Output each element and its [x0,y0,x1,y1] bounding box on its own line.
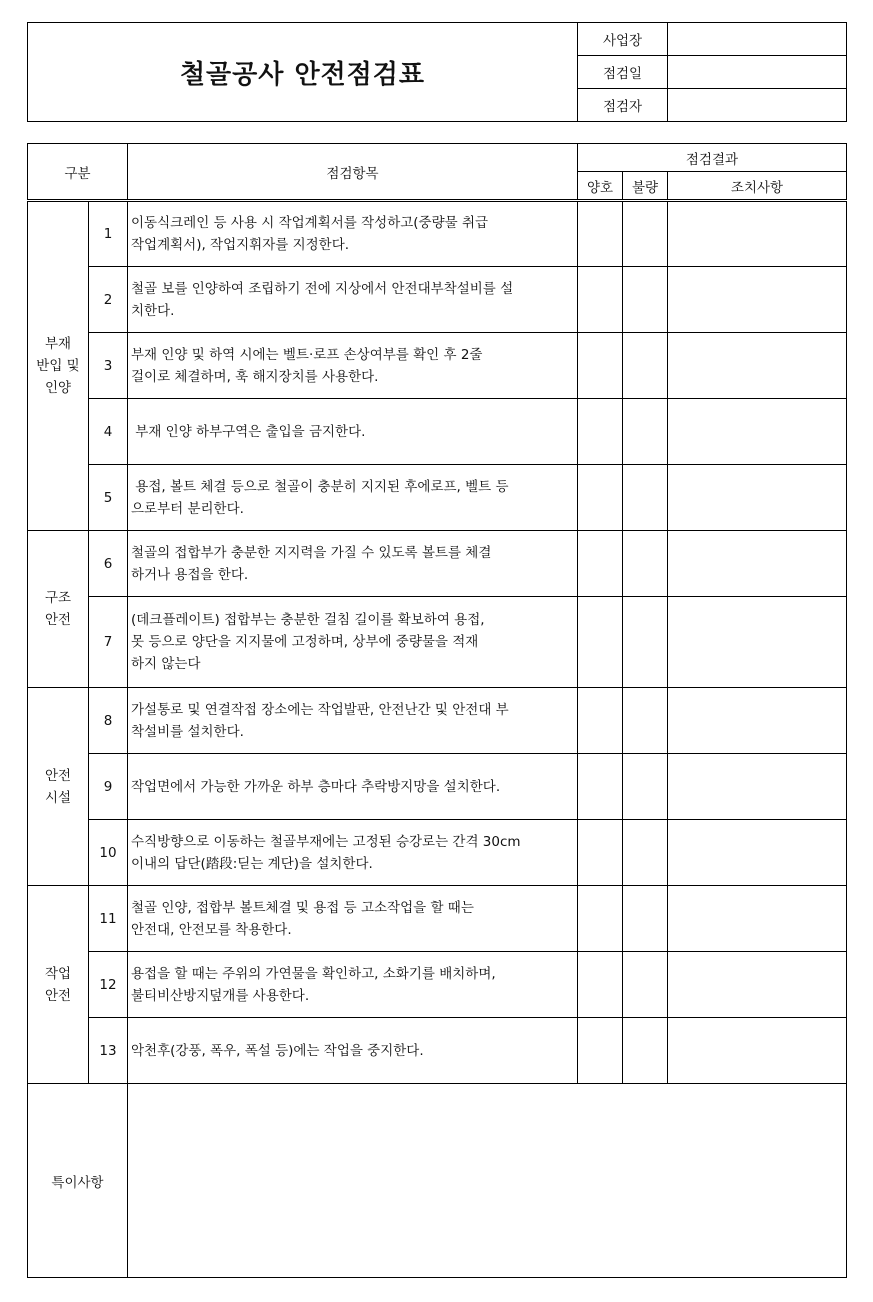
good-cell[interactable] [578,399,623,465]
bad-header: 불량 [623,172,668,201]
page-title: 철골공사 안전점검표 [28,23,578,122]
bad-cell[interactable] [623,465,668,531]
item-text: 이동식크레인 등 사용 시 작업계획서를 작성하고(중량물 취급 작업계획서), 작업지휘자를 지정한다. [128,201,578,267]
category-cell: 작업 안전 [28,886,89,1084]
good-cell[interactable] [578,952,623,1018]
action-cell[interactable] [668,1018,847,1084]
result-header: 점검결과 [578,144,847,172]
table-row [28,531,847,597]
item-number: 2 [89,267,128,333]
good-cell[interactable] [578,531,623,597]
action-cell[interactable] [668,333,847,399]
inspector-field[interactable] [668,89,847,122]
item-text: 악천후(강풍, 폭우, 폭설 등)에는 작업을 중지한다. [128,1018,578,1084]
checklist-table [27,143,847,1278]
item-number: 6 [89,531,128,597]
action-cell[interactable] [668,952,847,1018]
table-row [28,952,847,1018]
action-cell[interactable] [668,820,847,886]
item-number: 7 [89,597,128,688]
remarks-row [28,1084,847,1278]
site-field[interactable] [668,23,847,56]
category-cell: 안전 시설 [28,688,89,886]
action-cell[interactable] [668,399,847,465]
table-row [28,201,847,267]
item-text: (데크플레이트) 접합부는 충분한 걸침 길이를 확보하여 용접, 못 등으로 양단을 지지물에 고정하며, 상부에 중량물을 적재 하지 않는다 [128,597,578,688]
item-number: 8 [89,688,128,754]
bad-cell[interactable] [623,820,668,886]
item-text: 작업면에서 가능한 가까운 하부 층마다 추락방지망을 설치한다. [128,754,578,820]
bad-cell[interactable] [623,333,668,399]
good-cell[interactable] [578,820,623,886]
bad-cell[interactable] [623,597,668,688]
good-cell[interactable] [578,886,623,952]
good-cell[interactable] [578,465,623,531]
item-text: 철골의 접합부가 충분한 지지력을 가질 수 있도록 볼트를 체결 하거나 용접을 한다. [128,531,578,597]
category-header: 구분 [28,144,128,201]
site-label: 사업장 [578,23,668,56]
item-text: 부재 인양 하부구역은 출입을 금지한다. [128,399,578,465]
item-text: 용접을 할 때는 주위의 가연물을 확인하고, 소화기를 배치하며, 불티비산방지덮개를 사용한다. [128,952,578,1018]
table-row [28,399,847,465]
date-label: 점검일 [578,56,668,89]
good-cell[interactable] [578,688,623,754]
action-cell[interactable] [668,531,847,597]
bad-cell[interactable] [623,267,668,333]
good-cell[interactable] [578,754,623,820]
table-row [28,820,847,886]
table-row [28,267,847,333]
table-row [28,1018,847,1084]
remarks-field[interactable] [128,1084,847,1278]
item-text: 가설통로 및 연결작접 장소에는 작업발판, 안전난간 및 안전대 부 착설비를 설치한다. [128,688,578,754]
item-number: 3 [89,333,128,399]
bad-cell[interactable] [623,399,668,465]
action-cell[interactable] [668,465,847,531]
table-row [28,688,847,754]
date-field[interactable] [668,56,847,89]
item-text: 수직방향으로 이동하는 철골부재에는 고정된 승강로는 간격 30cm 이내의 답단(踏段:딛는 계단)을 설치한다. [128,820,578,886]
table-row [28,597,847,688]
item-text: 철골 인양, 접합부 볼트체결 및 용접 등 고소작업을 할 때는 안전대, 안전모를 착용한다. [128,886,578,952]
item-number: 11 [89,886,128,952]
item-text: 철골 보를 인양하여 조립하기 전에 지상에서 안전대부착설비를 설 치한다. [128,267,578,333]
bad-cell[interactable] [623,688,668,754]
bad-cell[interactable] [623,754,668,820]
action-cell[interactable] [668,688,847,754]
item-number: 9 [89,754,128,820]
bad-cell[interactable] [623,531,668,597]
good-cell[interactable] [578,201,623,267]
item-number: 13 [89,1018,128,1084]
table-row [28,465,847,531]
item-text: 부재 인양 및 하역 시에는 벨트·로프 손상여부를 확인 후 2줄 걸이로 체결하며, 훅 해지장치를 사용한다. [128,333,578,399]
action-cell[interactable] [668,267,847,333]
action-cell[interactable] [668,754,847,820]
item-number: 5 [89,465,128,531]
good-cell[interactable] [578,597,623,688]
good-cell[interactable] [578,333,623,399]
inspector-label: 점검자 [578,89,668,122]
item-header: 점검항목 [128,144,578,201]
bad-cell[interactable] [623,886,668,952]
category-cell: 부재 반입 및 인양 [28,201,89,531]
action-cell[interactable] [668,886,847,952]
bad-cell[interactable] [623,201,668,267]
action-header: 조치사항 [668,172,847,201]
remarks-label: 특이사항 [28,1084,128,1278]
bad-cell[interactable] [623,952,668,1018]
header-table [27,22,847,122]
item-number: 12 [89,952,128,1018]
item-number: 1 [89,201,128,267]
item-number: 10 [89,820,128,886]
item-text: 용접, 볼트 체결 등으로 철골이 충분히 지지된 후에로프, 벨트 등 으로부터 분리한다. [128,465,578,531]
table-row [28,754,847,820]
category-cell: 구조 안전 [28,531,89,688]
bad-cell[interactable] [623,1018,668,1084]
table-row [28,333,847,399]
good-cell[interactable] [578,1018,623,1084]
table-row [28,886,847,952]
action-cell[interactable] [668,597,847,688]
good-header: 양호 [578,172,623,201]
good-cell[interactable] [578,267,623,333]
action-cell[interactable] [668,201,847,267]
item-number: 4 [89,399,128,465]
